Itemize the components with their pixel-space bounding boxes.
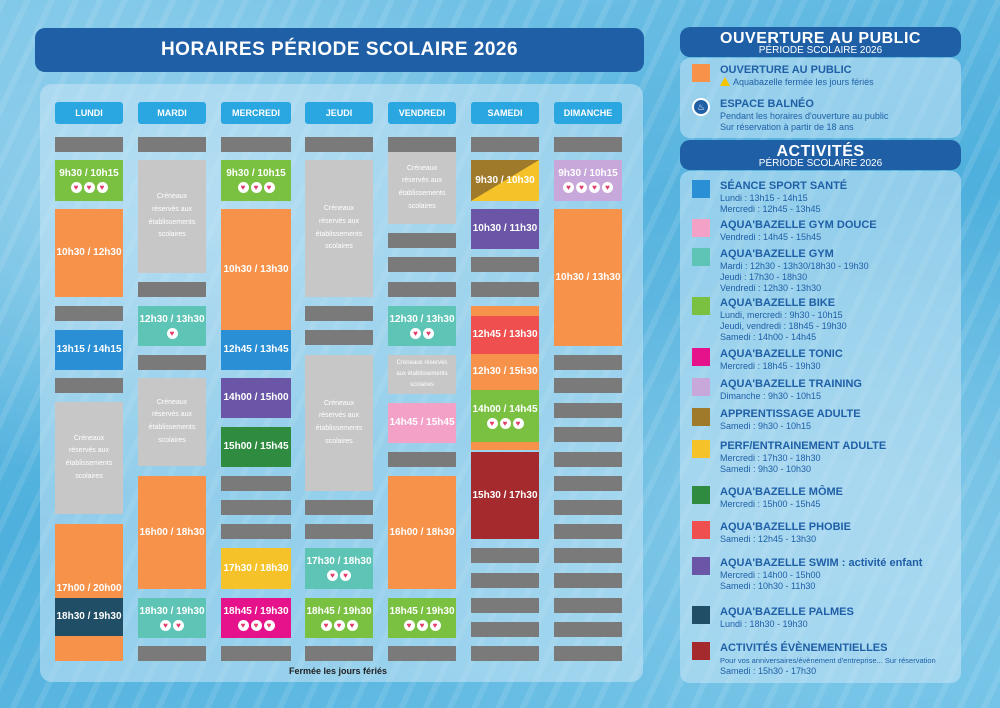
legend-swatch <box>692 642 710 660</box>
legend-swatch <box>692 557 710 575</box>
slot-mardi-gym <box>138 306 206 346</box>
day-header-dimanche: DIMANCHE <box>554 102 622 124</box>
heart-icon: ♥ <box>423 328 434 339</box>
legend-name: AQUA'BAZELLE GYM DOUCE <box>720 219 877 231</box>
closed-slot <box>138 646 206 661</box>
detail-line: Lundi : 18h30 - 19h30 <box>720 619 808 629</box>
warning-icon <box>720 77 730 86</box>
reserved-slot: Créneaux réservés aux établissements scolaires <box>138 160 206 273</box>
heart-icon: ♥ <box>589 182 600 193</box>
legend-detail <box>720 361 821 372</box>
heart-icons <box>563 182 613 193</box>
heart-icon: ♥ <box>321 620 332 631</box>
closed-slot <box>471 598 539 613</box>
detail-line: Mercredi : 18h45 - 19h30 <box>720 361 821 371</box>
day-header-samedi: SAMEDI <box>471 102 539 124</box>
slot-mardi-gym-evening <box>138 598 206 638</box>
legend-name: ACTIVITÉS ÉVÈNEMENTIELLES <box>720 642 888 654</box>
heart-icon: ♥ <box>563 182 574 193</box>
slot-samedi-phobie: 12h45 / 13h30 <box>471 316 539 354</box>
slot-time: 9h30 / 10h15 <box>59 168 119 179</box>
legend-name: OUVERTURE AU PUBLIC <box>720 64 852 76</box>
legend-name: AQUA'BAZELLE PHOBIE <box>720 521 851 533</box>
page-title: HORAIRES PÉRIODE SCOLAIRE 2026 <box>35 28 644 72</box>
legend-name: PERF/ENTRAINEMENT ADULTE <box>720 440 887 452</box>
heart-icon: ♥ <box>347 620 358 631</box>
heart-icon: ♥ <box>576 182 587 193</box>
legend-swatch <box>692 180 710 198</box>
reserved-slot: Créneaux réservés aux établissements scolaires <box>138 378 206 466</box>
closed-slot <box>554 476 622 491</box>
detail-line: Mercredi : 12h45 - 13h45 <box>720 204 821 214</box>
detail-line: Samedi : 9h30 - 10h15 <box>720 421 812 431</box>
slot-lundi-public-evening: 17h00 / 20h00 <box>55 524 123 598</box>
slot-time: 14h00 / 14h45 <box>472 403 538 415</box>
closed-slot <box>471 622 539 637</box>
day-header-mardi: MARDI <box>138 102 206 124</box>
heart-icon: ♥ <box>417 620 428 631</box>
closed-slot <box>138 137 206 152</box>
legend-name: AQUA'BAZELLE BIKE <box>720 297 836 309</box>
slot-lundi-palmes: 18h30 / 19h30 <box>55 598 123 636</box>
public-title: OUVERTURE AU PUBLIC <box>720 30 921 47</box>
heart-icon: ♥ <box>84 182 95 193</box>
closed-slot <box>305 500 373 515</box>
reserved-slot: Créneaux réservés aux établissements scolaires <box>305 355 373 491</box>
heart-icon: ♥ <box>404 620 415 631</box>
closed-slot <box>138 355 206 370</box>
legend-name: AQUA'BAZELLE GYM <box>720 248 834 260</box>
legend-detail <box>720 453 821 475</box>
detail-line: Samedi : 9h30 - 10h30 <box>720 464 812 474</box>
detail-line: Mardi : 12h30 - 13h30/18h30 - 19h30 <box>720 261 869 271</box>
day-header-vendredi: VENDREDI <box>388 102 456 124</box>
closed-slot <box>554 427 622 442</box>
closed-slot <box>471 548 539 563</box>
closed-slot <box>138 282 206 297</box>
balneo-line-2: Sur réservation à partir de 18 ans <box>720 122 854 132</box>
activities-title: ACTIVITÉS <box>776 143 865 160</box>
legend-swatch <box>692 440 710 458</box>
heart-icons <box>410 328 434 339</box>
legend-swatch <box>692 219 710 237</box>
legend-detail <box>720 619 808 630</box>
closed-slot <box>221 646 291 661</box>
closed-slot <box>388 137 456 152</box>
legend-swatch <box>692 64 710 82</box>
legend-name: AQUA'BAZELLE PALMES <box>720 606 854 618</box>
day-header-jeudi: JEUDI <box>305 102 373 124</box>
slot-mercredi-bike <box>221 160 291 201</box>
slot-mercredi-public: 10h30 / 13h30 <box>221 209 291 330</box>
heart-icon: ♥ <box>513 418 524 429</box>
heart-icon: ♥ <box>173 620 184 631</box>
reserved-slot: Créneaux réservés aux établissements scolaires <box>388 355 456 394</box>
closed-slot <box>388 257 456 272</box>
slot-samedi-swim: 10h30 / 11h30 <box>471 209 539 249</box>
legend-swatch <box>692 378 710 396</box>
slot-vendredi-bike <box>388 598 456 638</box>
heart-icon: ♥ <box>430 620 441 631</box>
slot-lundi-sport-sante: 13h15 / 14h15 <box>55 330 123 370</box>
legend-swatch <box>692 521 710 539</box>
legend-swatch <box>692 248 710 266</box>
closed-holidays-note: Aquabazelle fermée les jours fériés <box>733 77 874 87</box>
slot-vendredi-public: 16h00 / 18h30 <box>388 476 456 589</box>
detail-line: Lundi, mercredi : 9h30 - 10h15 <box>720 310 843 320</box>
closed-slot <box>305 524 373 539</box>
heart-icon: ♥ <box>264 182 275 193</box>
heart-icon: ♥ <box>71 182 82 193</box>
detail-line: Vendredi : 12h30 - 13h30 <box>720 283 822 293</box>
activities-subtitle: PÉRIODE SCOLAIRE 2026 <box>758 158 883 169</box>
legend-detail <box>720 499 821 510</box>
heart-icons <box>327 570 351 581</box>
closed-slot <box>305 137 373 152</box>
slot-mercredi-tonic <box>221 598 291 638</box>
closed-slot <box>554 403 622 418</box>
slot-lundi-public-late <box>55 636 123 661</box>
reserved-slot: Créneaux réservés aux établissements scolaires <box>55 402 123 514</box>
closed-slot <box>471 573 539 588</box>
reserved-slot: Créneaux réservés aux établissements scolaires <box>305 160 373 297</box>
heart-icon: ♥ <box>340 570 351 581</box>
closed-slot <box>471 257 539 272</box>
legend-detail <box>720 111 888 133</box>
footer-note: Fermée les jours fériés <box>289 666 388 676</box>
closed-slot <box>55 378 123 393</box>
closed-slot <box>554 355 622 370</box>
slot-mercredi-swim: 14h00 / 15h00 <box>221 378 291 418</box>
legend-detail <box>720 534 816 545</box>
slot-lundi-bike <box>55 160 123 201</box>
heart-icon: ♥ <box>251 620 262 631</box>
slot-mercredi-mome: 15h00 / 15h45 <box>221 427 291 467</box>
slot-time: 9h30 / 10h15 <box>226 168 286 179</box>
closed-slot <box>221 500 291 515</box>
heart-icon: ♥ <box>264 620 275 631</box>
closed-slot <box>305 646 373 661</box>
legend-detail <box>720 655 936 677</box>
closed-slot <box>471 137 539 152</box>
closed-slot <box>388 452 456 467</box>
detail-line: Samedi : 10h30 - 11h30 <box>720 581 816 591</box>
closed-slot <box>305 306 373 321</box>
legend-public <box>692 64 962 94</box>
detail-line: Lundi : 13h15 - 14h15 <box>720 193 808 203</box>
closed-slot <box>554 646 622 661</box>
heart-icon: ♥ <box>334 620 345 631</box>
slot-lundi-public: 10h30 / 12h30 <box>55 209 123 297</box>
closed-slot <box>554 573 622 588</box>
closed-slot <box>388 282 456 297</box>
balneo-line-1: Pendant les horaires d'ouverture au public <box>720 111 889 121</box>
heart-icon: ♥ <box>97 182 108 193</box>
slot-vendredi-gym-douce: 14h45 / 15h45 <box>388 403 456 443</box>
slot-time: 18h45 / 19h30 <box>389 605 455 617</box>
slot-samedi-evenementiel: 15h30 / 17h30 <box>471 452 539 539</box>
closed-slot <box>55 137 123 152</box>
slot-mercredi-sport-sante: 12h45 / 13h45 <box>221 330 291 370</box>
heart-icons <box>238 620 275 631</box>
heart-icons <box>487 418 524 429</box>
legend-name: AQUA'BAZELLE MÔME <box>720 486 843 498</box>
detail-line: Mercredi : 15h00 - 15h45 <box>720 499 821 509</box>
legend-name: APPRENTISSAGE ADULTE <box>720 408 861 420</box>
reserved-slot: Créneaux réservés aux établissements scolaires <box>388 152 456 224</box>
closed-slot <box>55 306 123 321</box>
slot-samedi-public-top <box>471 306 539 316</box>
detail-line: Dimanche : 9h30 - 10h15 <box>720 391 822 401</box>
detail-line: Samedi : 15h30 - 17h30 <box>720 666 817 676</box>
slot-time: 17h30 / 18h30 <box>306 556 372 567</box>
closed-slot <box>305 330 373 345</box>
day-header-lundi: LUNDI <box>55 102 123 124</box>
heart-icon: ♥ <box>487 418 498 429</box>
legend-detail <box>720 570 821 592</box>
legend-detail <box>720 310 847 343</box>
closed-slot <box>221 137 291 152</box>
heart-icon: ♥ <box>238 620 249 631</box>
closed-slot <box>471 282 539 297</box>
slot-samedi-bike <box>471 390 539 442</box>
slot-samedi-public: 12h30 / 15h30 <box>471 354 539 390</box>
detail-line: Pour vos anniversaires/évènement d'entreprise... Sur réservation <box>720 656 936 665</box>
legend-swatch <box>692 408 710 426</box>
legend-detail <box>720 193 821 215</box>
legend-detail <box>720 261 869 294</box>
activities-header <box>680 140 961 170</box>
detail-line: Samedi : 14h00 - 14h45 <box>720 332 817 342</box>
closed-slot <box>554 524 622 539</box>
detail-line: Vendredi : 14h45 - 15h45 <box>720 232 822 242</box>
heart-icon: ♥ <box>167 328 178 339</box>
heart-icon: ♥ <box>410 328 421 339</box>
legend-detail <box>720 77 874 88</box>
closed-slot <box>554 500 622 515</box>
slot-time: 18h45 / 19h30 <box>223 605 289 617</box>
closed-slot <box>221 524 291 539</box>
heart-icon: ♥ <box>500 418 511 429</box>
closed-slot <box>221 476 291 491</box>
legend-detail <box>720 232 821 243</box>
public-subtitle: PÉRIODE SCOLAIRE 2026 <box>758 45 883 56</box>
legend-swatch <box>692 606 710 624</box>
legend-swatch <box>692 486 710 504</box>
heart-icons <box>238 182 275 193</box>
slot-jeudi-bike <box>305 598 373 638</box>
heart-icons <box>71 182 108 193</box>
heart-icon: ♥ <box>327 570 338 581</box>
detail-line: Jeudi : 17h30 - 18h30 <box>720 272 808 282</box>
heart-icon: ♥ <box>238 182 249 193</box>
heart-icons <box>167 328 178 339</box>
detail-line: Jeudi, vendredi : 18h45 - 19h30 <box>720 321 847 331</box>
legend-detail <box>720 391 821 402</box>
slot-time: 12h30 / 13h30 <box>389 313 455 325</box>
detail-line: Samedi : 12h45 - 13h30 <box>720 534 817 544</box>
legend-name: SÉANCE SPORT SANTÉ <box>720 180 848 192</box>
detail-line: Mercredi : 14h00 - 15h00 <box>720 570 821 580</box>
slot-mardi-public: 16h00 / 18h30 <box>138 476 206 589</box>
legend-name: ESPACE BALNÉO <box>720 98 814 110</box>
heart-icon: ♥ <box>602 182 613 193</box>
slot-time: 9h30 / 10h15 <box>558 168 618 179</box>
closed-slot <box>471 646 539 661</box>
legend-name: AQUA'BAZELLE TRAINING <box>720 378 862 390</box>
legend-name: AQUA'BAZELLE TONIC <box>720 348 843 360</box>
heart-icons <box>160 620 184 631</box>
closed-slot <box>554 452 622 467</box>
legend-swatch <box>692 348 710 366</box>
heart-icon: ♥ <box>251 182 262 193</box>
day-header-mercredi: MERCREDI <box>221 102 291 124</box>
legend-name: AQUA'BAZELLE SWIM : activité enfant <box>720 557 923 569</box>
closed-slot <box>388 233 456 248</box>
legend-swatch <box>692 297 710 315</box>
slot-time: 18h45 / 19h30 <box>306 605 372 617</box>
slot-samedi-apprentissage-perf: 9h30 / 10h30 <box>471 160 539 201</box>
slot-jeudi-gym <box>305 548 373 589</box>
heart-icons <box>404 620 441 631</box>
heart-icon: ♥ <box>160 620 171 631</box>
closed-slot <box>554 622 622 637</box>
legend-balneo <box>692 98 962 134</box>
heart-icons <box>321 620 358 631</box>
closed-slot <box>554 378 622 393</box>
closed-slot <box>554 548 622 563</box>
slot-time: 12h30 / 13h30 <box>139 313 205 325</box>
balneo-icon: ♨ <box>692 98 710 116</box>
slot-mercredi-perf: 17h30 / 18h30 <box>221 548 291 589</box>
slot-dimanche-training <box>554 160 622 201</box>
closed-slot <box>554 598 622 613</box>
public-header <box>680 27 961 57</box>
legend-detail <box>720 421 811 432</box>
detail-line: Mercredi : 17h30 - 18h30 <box>720 453 821 463</box>
slot-time: 18h30 / 19h30 <box>139 605 205 617</box>
slot-samedi-public-bottom <box>471 442 539 450</box>
closed-slot <box>554 137 622 152</box>
slot-vendredi-gym <box>388 306 456 346</box>
slot-dimanche-public: 10h30 / 13h30 <box>554 209 622 346</box>
closed-slot <box>388 646 456 661</box>
